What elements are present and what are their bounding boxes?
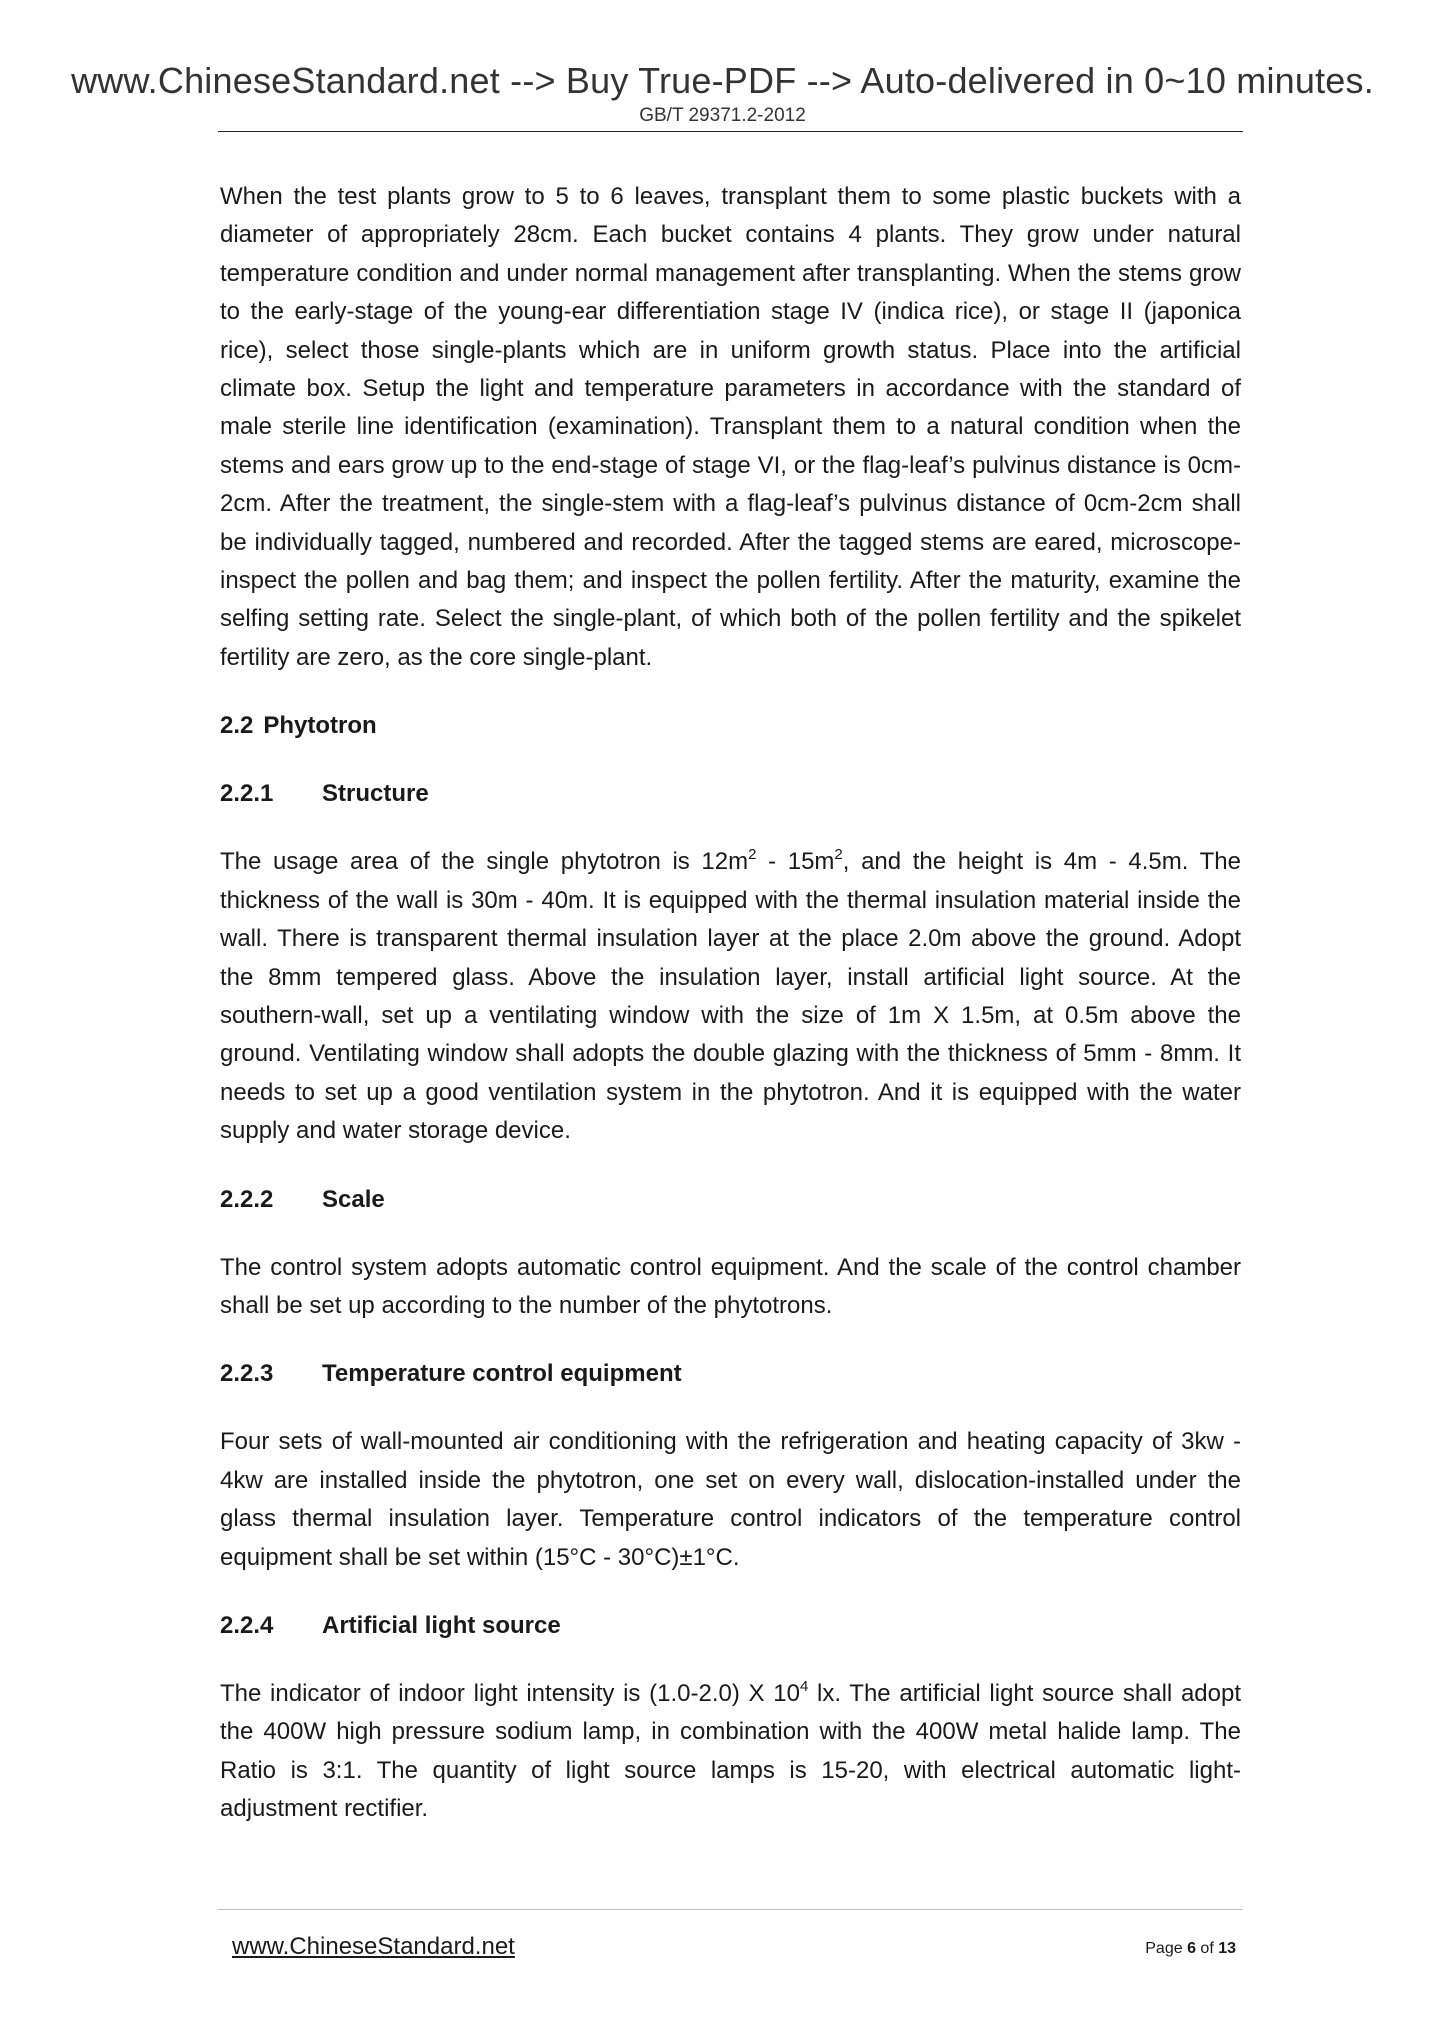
section-heading-2-2	[220, 707, 1241, 745]
purchase-banner: www.ChineseStandard.net --> Buy True-PDF --> Auto-delivered in 0~10 minutes.	[71, 60, 1374, 101]
section-number: 2.2.1	[220, 780, 274, 808]
section-title: Phytotron	[263, 712, 377, 740]
scale-paragraph: The control system adopts automatic control equipment. And the scale of the control chamber shall be set up according to the number of the phytotrons.	[220, 1253, 1241, 1319]
footer-divider	[218, 1909, 1243, 1910]
text-run: - 15m	[756, 848, 835, 876]
standard-number: GB/T 29371.2-2012	[639, 105, 806, 126]
temperature-paragraph: Four sets of wall-mounted air conditioning with the refrigeration and heating capacity of 3kw - 4kw are installed inside the phytotron, one set on every wall, dislocation-installed under the glass thermal insulation layer. Temperature control indicators of the temperature control equipment shall be set within (15°C - 30°C)±1°C.	[220, 1428, 1241, 1571]
page-current: 6	[1187, 1940, 1196, 1957]
text-run: The indicator of indoor light intensity is (1.0-2.0) X 10	[220, 1679, 800, 1707]
section-heading-2-2-1	[220, 775, 1241, 813]
page-prefix: Page	[1145, 1940, 1188, 1957]
structure-paragraph	[220, 843, 1241, 1150]
section-number: 2.2.2	[220, 1185, 274, 1213]
superscript: 2	[748, 846, 757, 864]
header-divider	[218, 131, 1243, 132]
intro-paragraph: When the test plants grow to 5 to 6 leaves, transplant them to some plastic buckets with a diameter of appropriately 28cm. Each bucket contains 4 plants. They grow under natural temperature condition and under normal management after transplanting. When the stems grow to the early-stage of the young-ear differentiation stage IV (indica rice), or stage II (japonica rice), select those single-plants which are in uniform growth status. Place into the artificial climate box. Setup the light and temperature parameters in accordance with the standard of male sterile line identification (examination). Transplant them to a natural condition when the stems and ears grow up to the end-stage of stage VI, or the flag-leaf’s pulvinus distance is 0cm-2cm. After the treatment, the single-stem with a flag-leaf’s pulvinus distance of 0cm-2cm shall be individually tagged, numbered and recorded. After the tagged stems are eared, microscope-inspect the pollen and bag them; and inspect the pollen fertility. After the maturity, examine the selfing setting rate. Select the single-plant, of which both of the pollen fertility and the spikelet fertility are zero, as the core single-plant.	[220, 183, 1241, 671]
light-source-paragraph	[220, 1675, 1241, 1829]
section-number: 2.2.3	[220, 1360, 274, 1388]
section-title: Structure	[322, 780, 429, 808]
section-heading-2-2-2	[220, 1181, 1241, 1219]
page-indicator	[1145, 1938, 1236, 1960]
section-heading-2-2-3	[220, 1355, 1241, 1393]
superscript: 2	[834, 846, 843, 864]
section-number: 2.2.4	[220, 1611, 274, 1639]
text-run: The usage area of the single phytotron is 12m	[220, 848, 749, 876]
superscript: 4	[799, 1677, 809, 1695]
document-body	[220, 178, 1241, 1859]
page-total: 13	[1218, 1940, 1236, 1957]
section-title: Temperature control equipment	[322, 1360, 682, 1388]
section-title: Scale	[322, 1185, 385, 1213]
footer-website-link[interactable]: www.ChineseStandard.net	[232, 1933, 515, 1960]
section-heading-2-2-4	[220, 1607, 1241, 1645]
text-run: , and the height is 4m - 4.5m. The thickness of the wall is 30m - 40m. It is equipped with the thermal insulation material inside the wall. There is transparent thermal insulation layer at the place 2.0m above the ground. Adopt the 8mm tempered glass. Above the insulation layer, install artificial light source. At the southern-wall, set up a ventilating window with the size of 1m X 1.5m, at 0.5m above the ground. Ventilating window shall adopts the double glazing with the thickness of 5mm - 8mm. It needs to set up a good ventilation system in the phytotron. And it is equipped with the water supply and water storage device.	[220, 848, 1241, 1145]
page-of: of	[1195, 1940, 1219, 1957]
section-number: 2.2	[220, 712, 254, 740]
section-title: Artificial light source	[322, 1611, 561, 1639]
text-run: lx. The artificial light source shall adopt the 400W high pressure sodium lamp, in combination with the 400W metal halide lamp. The Ratio is 3:1. The quantity of light source lamps is 15-20, with electrical automatic light-adjustment rectifier.	[220, 1679, 1242, 1823]
